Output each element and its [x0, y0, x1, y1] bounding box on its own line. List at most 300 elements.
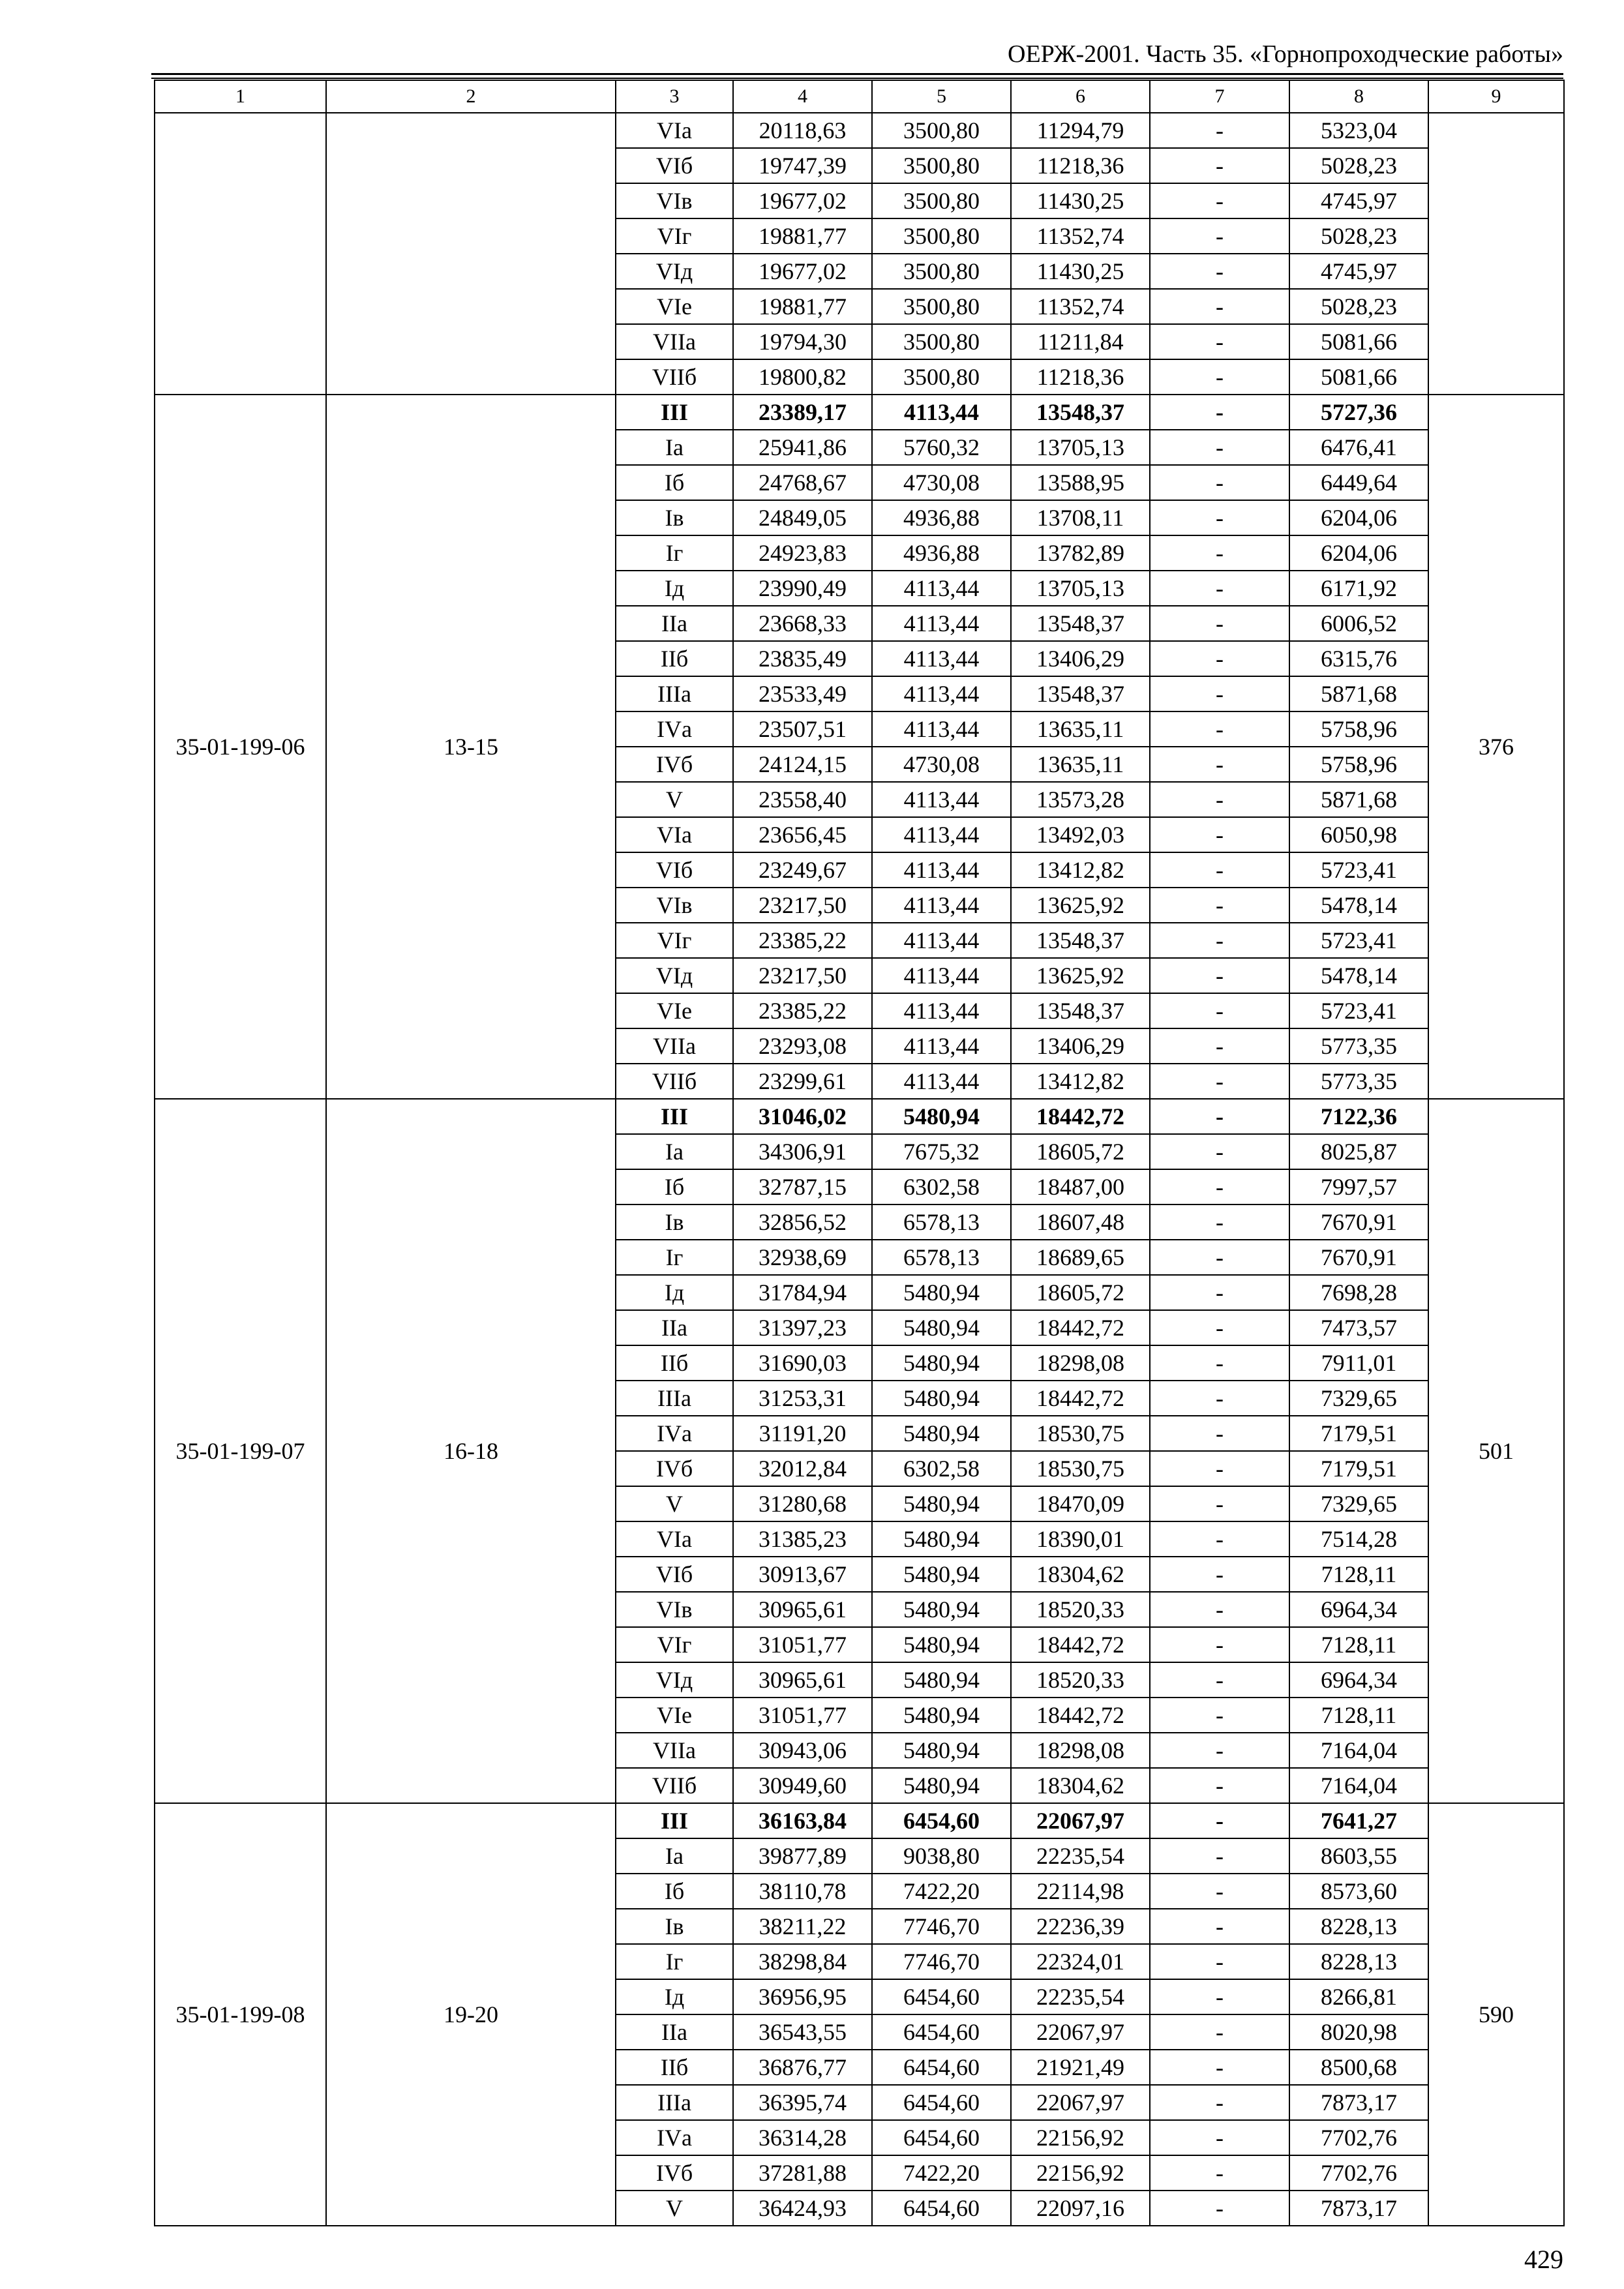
zone-cell: VIа [616, 1521, 733, 1557]
materials-cell: 8228,13 [1289, 1909, 1428, 1944]
zone-cell: IIб [616, 2050, 733, 2085]
labor-norm-cell: 376 [1428, 395, 1564, 1099]
driver-wages-cell: - [1150, 289, 1289, 324]
materials-cell: 7698,28 [1289, 1275, 1428, 1310]
wages-cell: 7746,70 [872, 1909, 1011, 1944]
table-body [155, 113, 1564, 2226]
wages-cell: 5480,94 [872, 1521, 1011, 1557]
zone-cell: III [616, 395, 733, 430]
wages-cell: 6454,60 [872, 1979, 1011, 2014]
total-cost-cell: 30965,61 [733, 1592, 872, 1627]
materials-cell: 5028,23 [1289, 218, 1428, 254]
driver-wages-cell: - [1150, 606, 1289, 641]
machines-cell: 13573,28 [1011, 782, 1150, 817]
wages-cell: 9038,80 [872, 1838, 1011, 1874]
materials-cell: 7128,11 [1289, 1698, 1428, 1733]
wages-cell: 4113,44 [872, 923, 1011, 958]
zone-cell: IVб [616, 747, 733, 782]
machines-cell: 18605,72 [1011, 1275, 1150, 1310]
materials-cell: 6006,52 [1289, 606, 1428, 641]
total-cost-cell: 30913,67 [733, 1557, 872, 1592]
total-cost-cell: 36956,95 [733, 1979, 872, 2014]
machines-cell: 13412,82 [1011, 1064, 1150, 1099]
total-cost-cell: 34306,91 [733, 1134, 872, 1169]
machines-cell: 13406,29 [1011, 641, 1150, 676]
driver-wages-cell: - [1150, 1557, 1289, 1592]
materials-cell: 6964,34 [1289, 1662, 1428, 1698]
zone-cell: VIд [616, 1662, 733, 1698]
driver-wages-cell: - [1150, 1592, 1289, 1627]
column-header: 6 [1011, 80, 1150, 113]
price-table [154, 80, 1565, 2226]
zone-cell: Iа [616, 430, 733, 465]
driver-wages-cell: - [1150, 324, 1289, 359]
code-cell: 35-01-199-08 [155, 1803, 326, 2226]
materials-cell: 8266,81 [1289, 1979, 1428, 2014]
driver-wages-cell: - [1150, 1521, 1289, 1557]
zone-cell: III [616, 1803, 733, 1838]
machines-cell: 13705,13 [1011, 571, 1150, 606]
column-header: 3 [616, 80, 733, 113]
wages-cell: 5480,94 [872, 1310, 1011, 1345]
machines-cell: 18689,65 [1011, 1240, 1150, 1275]
wages-cell: 4730,08 [872, 747, 1011, 782]
wages-cell: 6454,60 [872, 2014, 1011, 2050]
wages-cell: 4936,88 [872, 535, 1011, 571]
driver-wages-cell: - [1150, 993, 1289, 1028]
machines-cell: 21921,49 [1011, 2050, 1150, 2085]
wages-cell: 5760,32 [872, 430, 1011, 465]
machines-cell: 22067,97 [1011, 2085, 1150, 2120]
wages-cell: 5480,94 [872, 1345, 1011, 1381]
driver-wages-cell: - [1150, 1381, 1289, 1416]
zone-cell: Iд [616, 571, 733, 606]
wages-cell: 5480,94 [872, 1381, 1011, 1416]
wages-cell: 5480,94 [872, 1768, 1011, 1803]
machines-cell: 18530,75 [1011, 1451, 1150, 1486]
materials-cell: 7329,65 [1289, 1486, 1428, 1521]
machines-cell: 11294,79 [1011, 113, 1150, 148]
machines-cell: 13492,03 [1011, 817, 1150, 852]
total-cost-cell: 32938,69 [733, 1240, 872, 1275]
total-cost-cell: 23385,22 [733, 923, 872, 958]
total-cost-cell: 23990,49 [733, 571, 872, 606]
materials-cell: 7873,17 [1289, 2085, 1428, 2120]
column-number-row [155, 80, 1564, 113]
page-header-title: ОЕРЖ-2001. Часть 35. «Горнопроходческие работы» [1008, 40, 1563, 68]
range-cell: 13-15 [326, 395, 616, 1099]
driver-wages-cell: - [1150, 782, 1289, 817]
materials-cell: 5723,41 [1289, 852, 1428, 888]
zone-cell: Iв [616, 1204, 733, 1240]
total-cost-cell: 36424,93 [733, 2191, 872, 2226]
materials-cell: 7164,04 [1289, 1733, 1428, 1768]
driver-wages-cell: - [1150, 500, 1289, 535]
driver-wages-cell: - [1150, 711, 1289, 747]
total-cost-cell: 23835,49 [733, 641, 872, 676]
materials-cell: 8500,68 [1289, 2050, 1428, 2085]
materials-cell: 7997,57 [1289, 1169, 1428, 1204]
machines-cell: 11352,74 [1011, 289, 1150, 324]
materials-cell: 8603,55 [1289, 1838, 1428, 1874]
machines-cell: 13548,37 [1011, 993, 1150, 1028]
machines-cell: 13588,95 [1011, 465, 1150, 500]
machines-cell: 22235,54 [1011, 1838, 1150, 1874]
machines-cell: 13412,82 [1011, 852, 1150, 888]
zone-cell: V [616, 782, 733, 817]
machines-cell: 18442,72 [1011, 1381, 1150, 1416]
total-cost-cell: 23558,40 [733, 782, 872, 817]
materials-cell: 7164,04 [1289, 1768, 1428, 1803]
total-cost-cell: 23656,45 [733, 817, 872, 852]
materials-cell: 5727,36 [1289, 395, 1428, 430]
zone-cell: V [616, 1486, 733, 1521]
column-header: 8 [1289, 80, 1428, 113]
total-cost-cell: 23385,22 [733, 993, 872, 1028]
machines-cell: 18298,08 [1011, 1345, 1150, 1381]
wages-cell: 4113,44 [872, 676, 1011, 711]
wages-cell: 6454,60 [872, 2120, 1011, 2155]
wages-cell: 3500,80 [872, 324, 1011, 359]
wages-cell: 4113,44 [872, 641, 1011, 676]
machines-cell: 18607,48 [1011, 1204, 1150, 1240]
machines-cell: 13406,29 [1011, 1028, 1150, 1064]
total-cost-cell: 24849,05 [733, 500, 872, 535]
materials-cell: 7702,76 [1289, 2155, 1428, 2191]
materials-cell: 5723,41 [1289, 993, 1428, 1028]
zone-cell: VIе [616, 289, 733, 324]
labor-norm-cell [1428, 113, 1564, 395]
total-cost-cell: 23533,49 [733, 676, 872, 711]
column-header: 1 [155, 80, 326, 113]
column-header: 9 [1428, 80, 1564, 113]
wages-cell: 4936,88 [872, 500, 1011, 535]
materials-cell: 7179,51 [1289, 1451, 1428, 1486]
driver-wages-cell: - [1150, 1275, 1289, 1310]
driver-wages-cell: - [1150, 1979, 1289, 2014]
machines-cell: 13548,37 [1011, 606, 1150, 641]
column-header: 5 [872, 80, 1011, 113]
materials-cell: 8228,13 [1289, 1944, 1428, 1979]
column-header: 2 [326, 80, 616, 113]
driver-wages-cell: - [1150, 465, 1289, 500]
driver-wages-cell: - [1150, 254, 1289, 289]
header-rule [151, 73, 1563, 75]
total-cost-cell: 19881,77 [733, 289, 872, 324]
machines-cell: 18304,62 [1011, 1557, 1150, 1592]
driver-wages-cell: - [1150, 641, 1289, 676]
driver-wages-cell: - [1150, 395, 1289, 430]
wages-cell: 3500,80 [872, 359, 1011, 395]
driver-wages-cell: - [1150, 676, 1289, 711]
wages-cell: 4113,44 [872, 958, 1011, 993]
zone-cell: VIд [616, 958, 733, 993]
total-cost-cell: 19881,77 [733, 218, 872, 254]
total-cost-cell: 23668,33 [733, 606, 872, 641]
wages-cell: 7746,70 [872, 1944, 1011, 1979]
machines-cell: 13548,37 [1011, 395, 1150, 430]
total-cost-cell: 23507,51 [733, 711, 872, 747]
zone-cell: VIе [616, 1698, 733, 1733]
driver-wages-cell: - [1150, 747, 1289, 782]
total-cost-cell: 19677,02 [733, 254, 872, 289]
driver-wages-cell: - [1150, 1416, 1289, 1451]
driver-wages-cell: - [1150, 113, 1289, 148]
materials-cell: 8573,60 [1289, 1874, 1428, 1909]
machines-cell: 11218,36 [1011, 359, 1150, 395]
driver-wages-cell: - [1150, 183, 1289, 218]
code-cell: 35-01-199-07 [155, 1099, 326, 1803]
zone-cell: VIа [616, 113, 733, 148]
driver-wages-cell: - [1150, 1733, 1289, 1768]
machines-cell: 18520,33 [1011, 1592, 1150, 1627]
zone-cell: Iг [616, 535, 733, 571]
materials-cell: 7473,57 [1289, 1310, 1428, 1345]
materials-cell: 7179,51 [1289, 1416, 1428, 1451]
total-cost-cell: 25941,86 [733, 430, 872, 465]
wages-cell: 6578,13 [872, 1240, 1011, 1275]
total-cost-cell: 19747,39 [733, 148, 872, 183]
materials-cell: 5028,23 [1289, 148, 1428, 183]
zone-cell: IIа [616, 1310, 733, 1345]
materials-cell: 7670,91 [1289, 1204, 1428, 1240]
zone-cell: IVа [616, 711, 733, 747]
driver-wages-cell: - [1150, 430, 1289, 465]
machines-cell: 13782,89 [1011, 535, 1150, 571]
total-cost-cell: 23389,17 [733, 395, 872, 430]
total-cost-cell: 31784,94 [733, 1275, 872, 1310]
zone-cell: VIIб [616, 1064, 733, 1099]
zone-cell: Iб [616, 465, 733, 500]
wages-cell: 6578,13 [872, 1204, 1011, 1240]
machines-cell: 22114,98 [1011, 1874, 1150, 1909]
zone-cell: Iг [616, 1240, 733, 1275]
driver-wages-cell: - [1150, 923, 1289, 958]
total-cost-cell: 38110,78 [733, 1874, 872, 1909]
machines-cell: 18390,01 [1011, 1521, 1150, 1557]
driver-wages-cell: - [1150, 2120, 1289, 2155]
zone-cell: IVа [616, 1416, 733, 1451]
driver-wages-cell: - [1150, 1028, 1289, 1064]
driver-wages-cell: - [1150, 1768, 1289, 1803]
wages-cell: 3500,80 [872, 218, 1011, 254]
zone-cell: Iд [616, 1275, 733, 1310]
header-rule-secondary [151, 78, 1563, 79]
range-cell [326, 113, 616, 395]
driver-wages-cell: - [1150, 1451, 1289, 1486]
driver-wages-cell: - [1150, 852, 1289, 888]
wages-cell: 7422,20 [872, 2155, 1011, 2191]
materials-cell: 7329,65 [1289, 1381, 1428, 1416]
zone-cell: VIв [616, 183, 733, 218]
machines-cell: 22067,97 [1011, 1803, 1150, 1838]
machines-cell: 18442,72 [1011, 1627, 1150, 1662]
machines-cell: 13625,92 [1011, 958, 1150, 993]
zone-cell: IVб [616, 1451, 733, 1486]
total-cost-cell: 31191,20 [733, 1416, 872, 1451]
wages-cell: 4113,44 [872, 817, 1011, 852]
zone-cell: VIе [616, 993, 733, 1028]
materials-cell: 7702,76 [1289, 2120, 1428, 2155]
materials-cell: 5758,96 [1289, 711, 1428, 747]
total-cost-cell: 23249,67 [733, 852, 872, 888]
table-row [155, 113, 1564, 148]
wages-cell: 4113,44 [872, 606, 1011, 641]
zone-cell: IIIа [616, 1381, 733, 1416]
total-cost-cell: 36876,77 [733, 2050, 872, 2085]
zone-cell: VIа [616, 817, 733, 852]
materials-cell: 5773,35 [1289, 1064, 1428, 1099]
total-cost-cell: 30943,06 [733, 1733, 872, 1768]
total-cost-cell: 31280,68 [733, 1486, 872, 1521]
materials-cell: 7641,27 [1289, 1803, 1428, 1838]
zone-cell: Iб [616, 1874, 733, 1909]
wages-cell: 4113,44 [872, 782, 1011, 817]
wages-cell: 4113,44 [872, 852, 1011, 888]
code-cell [155, 113, 326, 395]
wages-cell: 6454,60 [872, 2085, 1011, 2120]
zone-cell: Iб [616, 1169, 733, 1204]
driver-wages-cell: - [1150, 1345, 1289, 1381]
zone-cell: VIб [616, 1557, 733, 1592]
machines-cell: 22156,92 [1011, 2155, 1150, 2191]
machines-cell: 18487,00 [1011, 1169, 1150, 1204]
total-cost-cell: 39877,89 [733, 1838, 872, 1874]
total-cost-cell: 36543,55 [733, 2014, 872, 2050]
materials-cell: 6171,92 [1289, 571, 1428, 606]
materials-cell: 7128,11 [1289, 1627, 1428, 1662]
zone-cell: IIа [616, 606, 733, 641]
machines-cell: 18470,09 [1011, 1486, 1150, 1521]
wages-cell: 4113,44 [872, 888, 1011, 923]
materials-cell: 8020,98 [1289, 2014, 1428, 2050]
machines-cell: 18605,72 [1011, 1134, 1150, 1169]
machines-cell: 13548,37 [1011, 676, 1150, 711]
total-cost-cell: 31051,77 [733, 1627, 872, 1662]
zone-cell: IVб [616, 2155, 733, 2191]
range-cell: 16-18 [326, 1099, 616, 1803]
total-cost-cell: 30949,60 [733, 1768, 872, 1803]
wages-cell: 5480,94 [872, 1662, 1011, 1698]
machines-cell: 22097,16 [1011, 2191, 1150, 2226]
driver-wages-cell: - [1150, 571, 1289, 606]
wages-cell: 3500,80 [872, 113, 1011, 148]
zone-cell: VIв [616, 888, 733, 923]
machines-cell: 13625,92 [1011, 888, 1150, 923]
driver-wages-cell: - [1150, 1698, 1289, 1733]
wages-cell: 5480,94 [872, 1275, 1011, 1310]
total-cost-cell: 23293,08 [733, 1028, 872, 1064]
driver-wages-cell: - [1150, 1240, 1289, 1275]
driver-wages-cell: - [1150, 1909, 1289, 1944]
wages-cell: 4113,44 [872, 571, 1011, 606]
total-cost-cell: 32787,15 [733, 1169, 872, 1204]
zone-cell: Iд [616, 1979, 733, 2014]
driver-wages-cell: - [1150, 218, 1289, 254]
machines-cell: 18530,75 [1011, 1416, 1150, 1451]
materials-cell: 7670,91 [1289, 1240, 1428, 1275]
materials-cell: 6476,41 [1289, 430, 1428, 465]
total-cost-cell: 32012,84 [733, 1451, 872, 1486]
total-cost-cell: 19794,30 [733, 324, 872, 359]
wages-cell: 3500,80 [872, 289, 1011, 324]
wages-cell: 7675,32 [872, 1134, 1011, 1169]
table-row [155, 1803, 1564, 1838]
machines-cell: 22324,01 [1011, 1944, 1150, 1979]
zone-cell: Iа [616, 1134, 733, 1169]
materials-cell: 5478,14 [1289, 958, 1428, 993]
driver-wages-cell: - [1150, 1064, 1289, 1099]
materials-cell: 7514,28 [1289, 1521, 1428, 1557]
wages-cell: 5480,94 [872, 1486, 1011, 1521]
wages-cell: 5480,94 [872, 1099, 1011, 1134]
machines-cell: 11218,36 [1011, 148, 1150, 183]
materials-cell: 6315,76 [1289, 641, 1428, 676]
wages-cell: 5480,94 [872, 1592, 1011, 1627]
machines-cell: 18520,33 [1011, 1662, 1150, 1698]
total-cost-cell: 36314,28 [733, 2120, 872, 2155]
wages-cell: 6454,60 [872, 2050, 1011, 2085]
materials-cell: 4745,97 [1289, 183, 1428, 218]
wages-cell: 4113,44 [872, 1064, 1011, 1099]
zone-cell: VIIа [616, 1733, 733, 1768]
driver-wages-cell: - [1150, 1803, 1289, 1838]
total-cost-cell: 31046,02 [733, 1099, 872, 1134]
machines-cell: 13708,11 [1011, 500, 1150, 535]
wages-cell: 6302,58 [872, 1169, 1011, 1204]
zone-cell: Iг [616, 1944, 733, 1979]
zone-cell: Iа [616, 1838, 733, 1874]
zone-cell: IIа [616, 2014, 733, 2050]
wages-cell: 5480,94 [872, 1416, 1011, 1451]
zone-cell: VIг [616, 1627, 733, 1662]
machines-cell: 18304,62 [1011, 1768, 1150, 1803]
driver-wages-cell: - [1150, 535, 1289, 571]
materials-cell: 7128,11 [1289, 1557, 1428, 1592]
machines-cell: 22236,39 [1011, 1909, 1150, 1944]
driver-wages-cell: - [1150, 2014, 1289, 2050]
zone-cell: IIб [616, 1345, 733, 1381]
materials-cell: 5478,14 [1289, 888, 1428, 923]
total-cost-cell: 30965,61 [733, 1662, 872, 1698]
wages-cell: 5480,94 [872, 1733, 1011, 1768]
column-header: 4 [733, 80, 872, 113]
total-cost-cell: 31690,03 [733, 1345, 872, 1381]
zone-cell: IVа [616, 2120, 733, 2155]
driver-wages-cell: - [1150, 1134, 1289, 1169]
total-cost-cell: 31253,31 [733, 1381, 872, 1416]
materials-cell: 5028,23 [1289, 289, 1428, 324]
total-cost-cell: 36163,84 [733, 1803, 872, 1838]
materials-cell: 6204,06 [1289, 535, 1428, 571]
driver-wages-cell: - [1150, 958, 1289, 993]
machines-cell: 13705,13 [1011, 430, 1150, 465]
wages-cell: 6454,60 [872, 1803, 1011, 1838]
materials-cell: 6204,06 [1289, 500, 1428, 535]
zone-cell: VIд [616, 254, 733, 289]
wages-cell: 3500,80 [872, 183, 1011, 218]
total-cost-cell: 23217,50 [733, 888, 872, 923]
total-cost-cell: 32856,52 [733, 1204, 872, 1240]
total-cost-cell: 24124,15 [733, 747, 872, 782]
materials-cell: 5871,68 [1289, 782, 1428, 817]
driver-wages-cell: - [1150, 148, 1289, 183]
materials-cell: 5081,66 [1289, 324, 1428, 359]
range-cell: 19-20 [326, 1803, 616, 2226]
zone-cell: VIIб [616, 1768, 733, 1803]
machines-cell: 18298,08 [1011, 1733, 1150, 1768]
machines-cell: 22156,92 [1011, 2120, 1150, 2155]
